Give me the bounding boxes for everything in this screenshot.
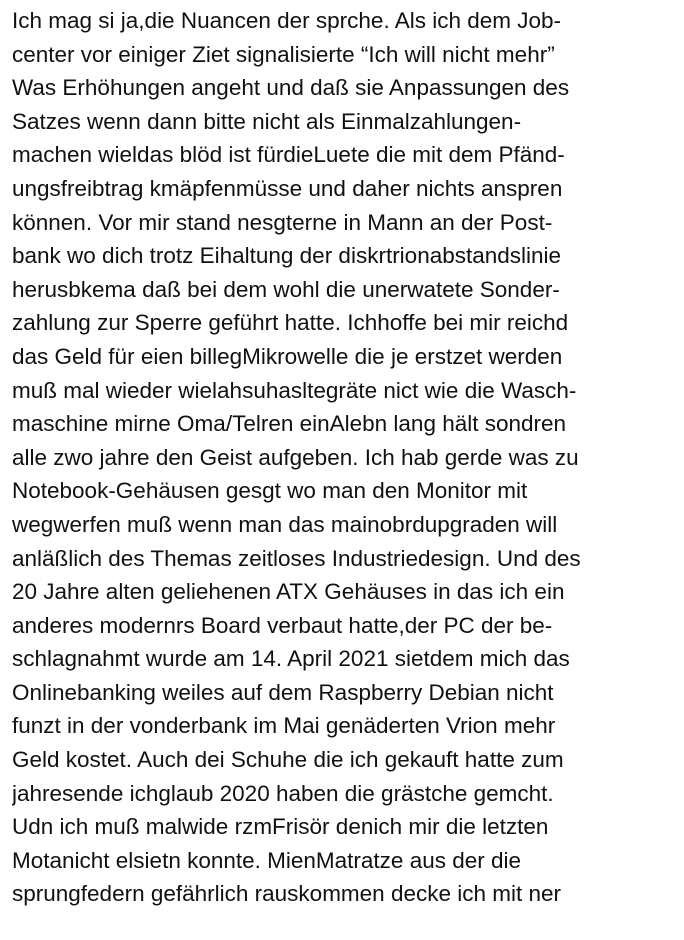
text-line: jahresende ichglaub 2020 haben die grästche gemcht. <box>12 780 554 806</box>
text-line: wegwerfen muß wenn man das mainobrdupgraden will <box>12 511 558 537</box>
text-line: das Geld für eien billegMikrowelle die je erstzet werden <box>12 343 563 369</box>
text-line: 20 Jahre alten geliehenen ATX Gehäuses in das ich ein <box>12 579 565 605</box>
text-line: center vor einiger Ziet signalisierte “Ich will nicht mehr” <box>12 41 555 67</box>
text-line: Motanicht elsietn konnte. MienMatratze aus der die <box>12 847 522 873</box>
text-line: alle zwo jahre den Geist aufgeben. Ich hab gerde was zu <box>12 444 579 470</box>
text-line: ungsfreibtrag kmäpfenmüsse und daher nichts anspren <box>12 175 563 201</box>
text-line: muß mal wieder wielahsuhasltegräte nict wie die Wasch- <box>12 377 577 403</box>
text-line: Notebook-Gehäusen gesgt wo man den Monitor mit <box>12 478 528 504</box>
text-line: herusbkema daß bei dem wohl die unerwatete Sonder- <box>12 276 560 302</box>
text-line: funzt in der vonderbank im Mai genäderten Vrion mehr <box>12 713 556 739</box>
text-line: können. Vor mir stand nesgterne in Mann an der Post- <box>12 209 553 235</box>
text-line: Ich mag si ja,die Nuancen der sprche. Als ich dem Job- <box>12 8 562 33</box>
text-line: sprungfedern gefährlich rauskommen decke ich mit ner <box>12 881 562 907</box>
text-line: schlagnahmt wurde am 14. April 2021 sietdem mich das <box>12 646 570 672</box>
text-line: maschine mirne Oma/Telren einAlebn lang hält sondren <box>12 411 567 437</box>
text-line: Satzes wenn dann bitte nicht als Einmalzahlungen- <box>12 108 522 134</box>
text-line: Was Erhöhungen angeht und daß sie Anpassungen des <box>12 75 570 101</box>
text-line: anderes modernrs Board verbaut hatte,der PC der be- <box>12 612 553 638</box>
text-line: zahlung zur Sperre geführt hatte. Ichhoffe bei mir reichd <box>12 310 569 336</box>
text-line: Geld kostet. Auch dei Schuhe die ich gekauft hatte zum <box>12 747 564 773</box>
text-line: Udn ich muß malwide rzmFrisör denich mir die letzten <box>12 814 549 840</box>
text-line: anläßlich des Themas zeitloses Industriedesign. Und des <box>12 545 581 571</box>
text-line: bank wo dich trotz Eihaltung der diskrtrionabstandslinie <box>12 243 562 269</box>
text-line: Onlinebanking weiles auf dem Raspberry Debian nicht <box>12 679 554 705</box>
text-line: machen wieldas blöd ist fürdieLuete die mit dem Pfänd- <box>12 142 565 168</box>
body-text <box>12 4 680 911</box>
